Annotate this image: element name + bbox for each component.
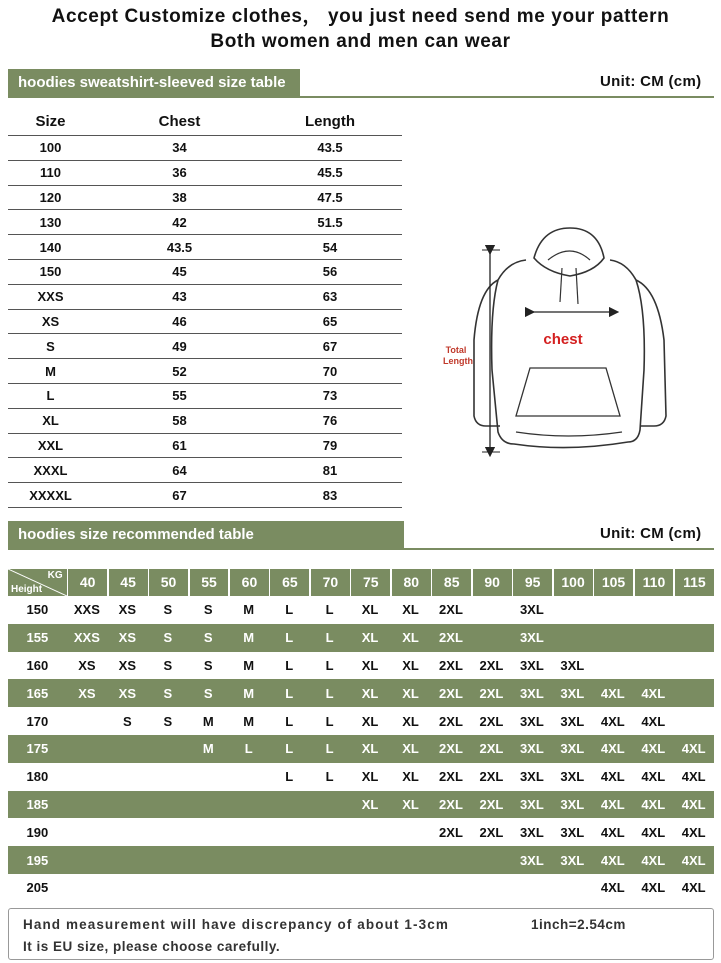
size-table-row xyxy=(8,310,402,335)
size-table-row xyxy=(8,458,402,483)
size-table-row xyxy=(8,260,402,285)
corner-cell xyxy=(8,569,67,596)
size-recommendation-cell: M xyxy=(202,741,214,757)
rec-table-row xyxy=(8,624,714,652)
size-cell: 110 xyxy=(40,165,61,181)
weight-header-cell: 75 xyxy=(351,569,390,596)
rec-table-title: hoodies size recommended table xyxy=(8,521,404,549)
size-recommendation-cell: 3XL xyxy=(519,796,544,812)
size-recommendation-cell: 4XL xyxy=(600,824,625,840)
size-table-row xyxy=(8,483,402,508)
size-recommendation-cell: 3XL xyxy=(519,769,544,785)
size-table xyxy=(8,108,402,508)
size-cell: M xyxy=(45,363,56,379)
size-recommendation-cell: 3XL xyxy=(519,685,544,701)
weight-header-cell: 95 xyxy=(513,569,552,596)
weight-header-cell: 80 xyxy=(392,569,431,596)
size-recommendation-cell: 2XL xyxy=(439,602,463,618)
corner-height: Height xyxy=(11,584,43,595)
rec-table-row xyxy=(8,652,714,680)
size-table-row xyxy=(8,235,402,260)
size-recommendation-cell: 4XL xyxy=(681,769,706,785)
chest-cell: 67 xyxy=(172,487,187,503)
size-recommendation-cell: XL xyxy=(402,741,419,757)
size-table-row xyxy=(8,384,402,409)
size-recommendation-cell: XL xyxy=(402,685,419,701)
size-cell: XXS xyxy=(37,289,64,305)
recommended-table xyxy=(8,569,714,902)
size-table-header xyxy=(8,108,402,136)
rec-table-row xyxy=(8,874,714,902)
height-cell: 205 xyxy=(26,880,49,896)
chest-cell: 49 xyxy=(172,338,187,354)
col-chest: Chest xyxy=(158,113,201,130)
rec-table-row xyxy=(8,763,714,791)
size-recommendation-cell: L xyxy=(325,685,334,701)
col-length: Length xyxy=(305,113,355,130)
size-recommendation-cell: S xyxy=(163,657,173,673)
size-recommendation-cell: 4XL xyxy=(681,880,706,896)
size-recommendation-cell: XS xyxy=(78,685,96,701)
rec-table-row xyxy=(8,818,714,846)
size-recommendation-cell: L xyxy=(285,630,294,646)
size-cell: 130 xyxy=(39,214,62,230)
size-recommendation-cell: XS xyxy=(118,630,137,646)
size-recommendation-cell: XL xyxy=(361,602,379,618)
weight-header-cell: 65 xyxy=(270,569,309,596)
size-cell: XS xyxy=(41,313,60,329)
weight-header-cell: 100 xyxy=(554,569,593,596)
height-cell: 175 xyxy=(26,741,49,757)
chest-cell: 36 xyxy=(172,165,187,181)
rec-table-row xyxy=(8,596,714,624)
length-cell: 63 xyxy=(322,289,338,305)
size-recommendation-cell: XL xyxy=(361,713,379,729)
size-recommendation-cell: 4XL xyxy=(641,741,666,757)
rec-table-divider xyxy=(8,548,714,550)
size-recommendation-cell: 4XL xyxy=(600,769,625,785)
size-table-row xyxy=(8,136,402,161)
size-recommendation-cell: XXS xyxy=(73,630,100,646)
size-recommendation-cell: 4XL xyxy=(600,685,625,701)
length-cell: 76 xyxy=(322,413,338,429)
height-cell: 165 xyxy=(26,685,49,701)
size-recommendation-cell: 4XL xyxy=(600,880,625,896)
size-recommendation-cell: S xyxy=(163,685,173,701)
chest-cell: 34 xyxy=(172,140,187,156)
size-recommendation-cell: 2XL xyxy=(479,657,504,673)
size-recommendation-cell: M xyxy=(243,713,255,729)
size-cell: 150 xyxy=(39,264,62,280)
size-table-row xyxy=(8,434,402,459)
size-recommendation-cell: L xyxy=(325,657,334,673)
rec-table-row xyxy=(8,791,714,819)
size-recommendation-cell: XL xyxy=(361,657,379,673)
size-recommendation-cell: 4XL xyxy=(641,852,666,868)
chest-cell: 55 xyxy=(172,388,187,404)
size-table-row xyxy=(8,186,402,211)
chest-cell: 38 xyxy=(172,189,187,205)
length-cell: 54 xyxy=(322,239,338,255)
size-recommendation-cell: XL xyxy=(402,657,419,673)
size-recommendation-cell: 2XL xyxy=(439,824,463,840)
size-recommendation-cell: 3XL xyxy=(519,824,544,840)
size-recommendation-cell: 4XL xyxy=(681,796,706,812)
chest-cell: 58 xyxy=(172,413,187,429)
size-recommendation-cell: XL xyxy=(361,741,379,757)
size-recommendation-cell: S xyxy=(163,602,173,618)
size-recommendation-cell: 4XL xyxy=(641,769,666,785)
size-recommendation-cell: 3XL xyxy=(519,657,544,673)
weight-header-cell: 45 xyxy=(109,569,148,596)
chest-cell: 46 xyxy=(172,313,187,329)
size-table-row xyxy=(8,409,402,434)
size-recommendation-cell: 2XL xyxy=(439,630,463,646)
size-recommendation-cell: 3XL xyxy=(560,657,585,673)
size-table-title: hoodies sweatshirt-sleeved size table xyxy=(8,69,300,97)
size-table-unit: Unit: CM (cm) xyxy=(600,73,702,90)
size-recommendation-cell: XS xyxy=(118,685,137,701)
size-recommendation-cell: 2XL xyxy=(479,824,504,840)
size-table-row xyxy=(8,161,402,186)
size-recommendation-cell: XS xyxy=(118,602,137,618)
height-cell: 190 xyxy=(26,824,49,840)
size-recommendation-cell: 2XL xyxy=(439,741,463,757)
size-cell: 140 xyxy=(39,239,62,255)
size-recommendation-cell: 3XL xyxy=(560,852,585,868)
rec-table-row xyxy=(8,707,714,735)
size-table-row xyxy=(8,334,402,359)
size-recommendation-cell: 3XL xyxy=(519,741,544,757)
size-cell: XXXL xyxy=(33,462,68,478)
size-recommendation-cell: M xyxy=(243,630,255,646)
size-recommendation-cell: M xyxy=(243,602,255,618)
size-table-divider xyxy=(8,96,714,98)
size-cell: XL xyxy=(42,413,59,429)
size-cell: S xyxy=(46,338,55,354)
size-recommendation-cell: XXS xyxy=(73,602,100,618)
chest-label: chest xyxy=(543,331,583,348)
size-recommendation-cell: 2XL xyxy=(439,685,463,701)
header-line-1: Accept Customize clothes， you just need send me your pattern xyxy=(51,6,670,27)
size-recommendation-cell: S xyxy=(163,713,173,729)
chest-cell: 64 xyxy=(172,462,187,478)
hoodie-diagram xyxy=(438,220,698,470)
size-recommendation-cell: 2XL xyxy=(479,796,504,812)
rec-table-row xyxy=(8,679,714,707)
size-recommendation-cell: M xyxy=(243,657,255,673)
size-recommendation-cell: 3XL xyxy=(560,796,585,812)
length-cell: 43.5 xyxy=(317,140,343,156)
height-cell: 160 xyxy=(26,657,49,673)
rec-table-row xyxy=(8,846,714,874)
chest-cell: 42 xyxy=(172,214,187,230)
length-cell: 65 xyxy=(322,313,338,329)
size-recommendation-cell: 2XL xyxy=(439,713,463,729)
length-cell: 45.5 xyxy=(317,165,343,181)
height-cell: 180 xyxy=(26,769,49,785)
size-recommendation-cell: 4XL xyxy=(600,796,625,812)
size-cell: 100 xyxy=(39,140,62,156)
length-cell: 51.5 xyxy=(317,214,343,230)
length-cell: 79 xyxy=(322,437,338,453)
length-cell: 56 xyxy=(322,264,338,280)
size-recommendation-cell: 4XL xyxy=(641,713,666,729)
size-recommendation-cell: XS xyxy=(118,657,137,673)
size-recommendation-cell: 3XL xyxy=(560,824,585,840)
size-recommendation-cell: 3XL xyxy=(560,741,585,757)
size-recommendation-cell: 4XL xyxy=(681,824,706,840)
size-recommendation-cell: XL xyxy=(361,769,379,785)
height-cell: 150 xyxy=(26,602,49,618)
size-recommendation-cell: 2XL xyxy=(439,796,463,812)
size-recommendation-cell: M xyxy=(202,713,214,729)
size-table-row xyxy=(8,359,402,384)
chest-cell: 43.5 xyxy=(166,239,193,255)
length-cell: 81 xyxy=(322,462,338,478)
size-recommendation-cell: L xyxy=(285,685,294,701)
header-line-2: Both women and men can wear xyxy=(210,31,511,52)
size-recommendation-cell: 4XL xyxy=(641,796,666,812)
size-recommendation-cell: 2XL xyxy=(439,657,463,673)
size-recommendation-cell: S xyxy=(123,713,132,729)
note-eu-size: It is EU size, please choose carefully. xyxy=(23,939,281,954)
size-recommendation-cell: XL xyxy=(361,630,379,646)
weight-header-cell: 55 xyxy=(190,569,229,596)
size-recommendation-cell: XL xyxy=(361,685,379,701)
rec-table-unit: Unit: CM (cm) xyxy=(600,525,702,542)
size-recommendation-cell: S xyxy=(163,630,173,646)
note-box xyxy=(8,908,714,960)
weight-header-cell: 105 xyxy=(594,569,633,596)
size-recommendation-cell: L xyxy=(325,713,334,729)
size-recommendation-cell: 4XL xyxy=(681,852,706,868)
size-recommendation-cell: 2XL xyxy=(479,769,504,785)
size-recommendation-cell: L xyxy=(285,769,294,785)
size-recommendation-cell: XL xyxy=(402,796,419,812)
size-recommendation-cell: XL xyxy=(402,769,419,785)
size-recommendation-cell: 3XL xyxy=(560,769,585,785)
size-recommendation-cell: 3XL xyxy=(519,602,544,618)
size-recommendation-cell: 2XL xyxy=(439,769,463,785)
length-cell: 70 xyxy=(322,363,338,379)
size-recommendation-cell: XL xyxy=(402,602,419,618)
size-recommendation-cell: L xyxy=(325,769,334,785)
weight-header-cell: 60 xyxy=(230,569,269,596)
total-length-label-2: Length xyxy=(443,356,473,366)
size-recommendation-cell: XL xyxy=(402,630,419,646)
weight-header-cell: 110 xyxy=(635,569,674,596)
size-recommendation-cell: S xyxy=(203,685,213,701)
weight-header-cell: 40 xyxy=(68,569,107,596)
weight-header-cell: 50 xyxy=(149,569,188,596)
chest-cell: 43 xyxy=(172,289,187,305)
chest-cell: 61 xyxy=(172,437,187,453)
size-table-row xyxy=(8,285,402,310)
size-recommendation-cell: 2XL xyxy=(479,741,504,757)
height-cell: 195 xyxy=(26,852,49,868)
height-cell: 185 xyxy=(26,796,49,812)
size-cell: XXXXL xyxy=(29,487,72,503)
size-recommendation-cell: L xyxy=(325,741,334,757)
size-cell: L xyxy=(46,388,55,404)
note-discrepancy: Hand measurement will have discrepancy of about 1-3cm xyxy=(23,917,449,932)
size-recommendation-cell: 3XL xyxy=(560,685,585,701)
size-recommendation-cell: S xyxy=(203,602,213,618)
height-cell: 170 xyxy=(26,713,49,729)
size-recommendation-cell: S xyxy=(203,630,213,646)
weight-header-cell: 90 xyxy=(473,569,512,596)
size-recommendation-cell: 4XL xyxy=(600,713,625,729)
size-cell: 120 xyxy=(39,189,62,205)
size-cell: XXL xyxy=(37,437,64,453)
length-cell: 73 xyxy=(322,388,338,404)
weight-header-cell: 115 xyxy=(675,569,714,596)
note-inch-conversion: 1inch=2.54cm xyxy=(531,917,626,932)
rec-table-header xyxy=(8,569,714,596)
size-recommendation-cell: 4XL xyxy=(641,880,666,896)
total-length-label-1: Total xyxy=(445,345,467,355)
size-recommendation-cell: 4XL xyxy=(641,685,666,701)
size-table-row xyxy=(8,210,402,235)
height-cell: 155 xyxy=(26,630,49,646)
size-recommendation-cell: S xyxy=(203,657,213,673)
length-cell: 83 xyxy=(322,487,338,503)
chest-cell: 45 xyxy=(172,264,187,280)
size-recommendation-cell: 4XL xyxy=(600,741,625,757)
weight-header-cell: 85 xyxy=(432,569,471,596)
length-cell: 47.5 xyxy=(317,189,343,205)
col-size: Size xyxy=(35,113,66,130)
size-recommendation-cell: XL xyxy=(402,713,419,729)
size-recommendation-cell: 3XL xyxy=(519,713,544,729)
weight-header-cell: 70 xyxy=(311,569,350,596)
size-recommendation-cell: L xyxy=(285,602,294,618)
size-recommendation-cell: L xyxy=(244,741,253,757)
size-recommendation-cell: 3XL xyxy=(519,630,544,646)
size-recommendation-cell: M xyxy=(243,685,255,701)
size-recommendation-cell: L xyxy=(325,630,334,646)
size-recommendation-cell: XS xyxy=(78,657,96,673)
length-cell: 67 xyxy=(322,338,338,354)
size-recommendation-cell: 2XL xyxy=(479,685,504,701)
corner-kg: KG xyxy=(47,570,63,581)
size-recommendation-cell: 4XL xyxy=(600,852,625,868)
size-recommendation-cell: XL xyxy=(361,796,379,812)
size-recommendation-cell: 4XL xyxy=(681,741,706,757)
size-recommendation-cell: 3XL xyxy=(519,852,544,868)
rec-table-row xyxy=(8,735,714,763)
size-recommendation-cell: 4XL xyxy=(641,824,666,840)
page-header xyxy=(0,4,721,54)
size-recommendation-cell: L xyxy=(285,657,294,673)
size-recommendation-cell: L xyxy=(325,602,334,618)
chest-cell: 52 xyxy=(172,363,187,379)
size-recommendation-cell: 3XL xyxy=(560,713,585,729)
size-recommendation-cell: L xyxy=(285,741,294,757)
size-recommendation-cell: L xyxy=(285,713,294,729)
size-recommendation-cell: 2XL xyxy=(479,713,504,729)
